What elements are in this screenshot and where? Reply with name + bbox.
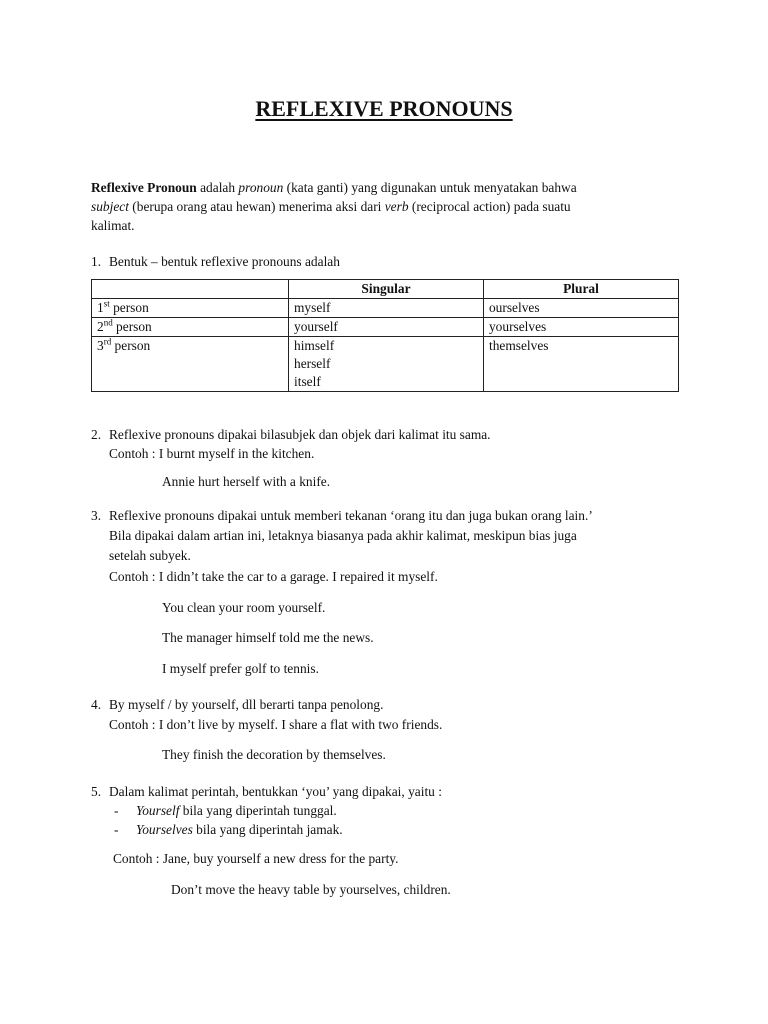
table-header-singular: Singular — [289, 280, 484, 299]
section-3-line-3: setelah subyek. — [109, 548, 191, 563]
bullet-item-yourself: Yourself bila yang diperintah tunggal. — [136, 803, 337, 818]
section-2-text: Reflexive pronouns dipakai bilasubjek dan objek dari kalimat itu sama. — [109, 427, 491, 442]
section-2-number: 2. — [91, 427, 102, 442]
intro-line-1: Reflexive Pronoun adalah pronoun (kata ganti) yang digunakan untuk menyatakan bahwa — [91, 180, 577, 195]
section-2-example-2: Annie hurt herself with a knife. — [162, 474, 331, 489]
table-header-blank — [92, 280, 289, 299]
section-4-example-2: They finish the decoration by themselves. — [162, 747, 386, 762]
singular-cell: yourself — [289, 318, 484, 337]
section-4-example-1: Contoh : I don’t live by myself. I share a flat with two friends. — [109, 717, 443, 732]
page-title: REFLEXIVE PRONOUNS — [255, 96, 513, 121]
section-5-example-1: Contoh : Jane, buy yourself a new dress for the party. — [113, 851, 399, 866]
section-2-example-1: Contoh : I burnt myself in the kitchen. — [109, 446, 315, 461]
plural-cell: themselves — [483, 337, 678, 392]
table-row — [92, 318, 679, 337]
table-row — [92, 337, 679, 392]
bullet-item-yourselves: Yourselves bila yang diperintah jamak. — [136, 822, 343, 837]
table-header-row — [92, 280, 679, 299]
section-3-example-3: The manager himself told me the news. — [162, 630, 374, 645]
section-3-example-1: Contoh : I didn’t take the car to a garage. I repaired it myself. — [109, 569, 438, 584]
section-1-number: 1. — [91, 254, 102, 269]
section-5-text: Dalam kalimat perintah, bentukkan ‘you’ yang dipakai, yaitu : — [109, 784, 442, 799]
section-3-line-2: Bila dipakai dalam artian ini, letaknya biasanya pada akhir kalimat, meskipun bias juga — [109, 528, 577, 543]
section-1-text: Bentuk – bentuk reflexive pronouns adalah — [109, 254, 340, 269]
intro-paragraph — [91, 178, 651, 235]
section-3-number: 3. — [91, 508, 102, 523]
intro-term: Reflexive Pronoun — [91, 180, 197, 195]
person-cell: 1st person — [92, 299, 289, 318]
section-3-example-4: I myself prefer golf to tennis. — [162, 661, 319, 676]
singular-cell: himself herself itself — [289, 337, 484, 392]
bullet-mark: - — [114, 822, 119, 837]
person-cell: 3rd person — [92, 337, 289, 392]
bullet-mark: - — [114, 803, 119, 818]
table-header-plural: Plural — [483, 280, 678, 299]
plural-cell: ourselves — [483, 299, 678, 318]
section-5-number: 5. — [91, 784, 102, 799]
intro-line-3: kalimat. — [91, 218, 135, 233]
table-row — [92, 299, 679, 318]
section-4-text: By myself / by yourself, dll berarti tanpa penolong. — [109, 697, 384, 712]
intro-line-2: subject (berupa orang atau hewan) menerima aksi dari verb (reciprocal action) pada suatu — [91, 199, 571, 214]
person-cell: 2nd person — [92, 318, 289, 337]
section-3-example-2: You clean your room yourself. — [162, 600, 326, 615]
section-3-line-1: Reflexive pronouns dipakai untuk memberi tekanan ‘orang itu dan juga bukan orang lain.’ — [109, 508, 593, 523]
singular-cell: myself — [289, 299, 484, 318]
reflexive-pronoun-table — [91, 279, 679, 392]
section-5-example-2: Don’t move the heavy table by yourselves, children. — [171, 882, 451, 897]
section-4-number: 4. — [91, 697, 102, 712]
plural-cell: yourselves — [483, 318, 678, 337]
